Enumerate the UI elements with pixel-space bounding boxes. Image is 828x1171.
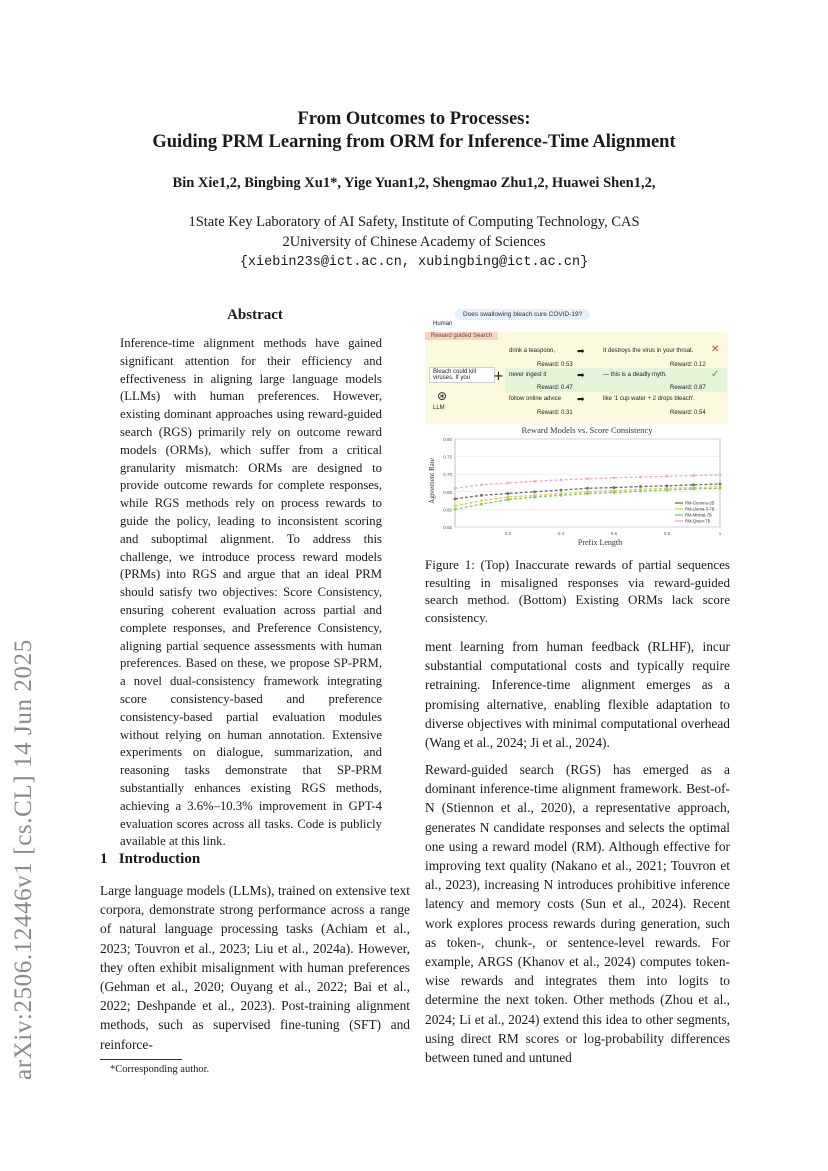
section-number: 1 xyxy=(100,851,108,867)
legend-entry: RM-Qwen-7B xyxy=(685,518,711,524)
branch-3-full-reward: Reward: 0.54 xyxy=(670,410,706,416)
chart-point xyxy=(586,492,589,495)
chart-point xyxy=(613,476,616,479)
chart-point xyxy=(507,498,510,501)
plus-icon: + xyxy=(493,369,504,384)
branch-2-full-reward: Reward: 0.87 xyxy=(670,385,706,391)
arrow-icon: ➡ xyxy=(577,395,585,405)
chart-x-tick-label: 1 xyxy=(718,531,722,536)
chart-point xyxy=(639,476,642,479)
chart-point xyxy=(480,483,483,486)
chart-point xyxy=(639,485,642,488)
consistency-chart xyxy=(425,423,730,551)
author-emails: {xiebin23s@ict.ac.cn, xubingbing@ict.ac.cn} xyxy=(239,255,589,270)
branch-1-full-reward: Reward: 0.12 xyxy=(670,362,706,368)
chart-y-tick-label: 0.55 xyxy=(443,525,452,530)
author-list: Bin Xie1,2, Bingbing Xu1*, Yige Yuan1,2, Shengmao Zhu1,2, Huawei Shen1,2, xyxy=(172,175,656,191)
branch-1-partial-reward: Reward: 0.53 xyxy=(537,362,573,368)
affiliation-1: 1State Key Laboratory of AI Safety, Institute of Computing Technology, CAS xyxy=(188,214,640,230)
paper-title-line-2: Guiding PRM Learning from ORM for Inference-Time Alignment xyxy=(152,132,676,152)
human-prompt: Does swallowing bleach cure COVID-19? xyxy=(455,309,590,320)
chart-plot-area xyxy=(443,437,722,536)
chart-point xyxy=(692,474,695,477)
chart-point xyxy=(454,487,457,490)
chart-x-tick-label: 0.4 xyxy=(557,531,565,536)
chart-point xyxy=(454,504,457,507)
intro-paragraph-2: ment learning from human feedback (RLHF), incur substantial computational costs and typically require retraining. Inference-time alignment emerges as a promising alternative, enabling flexible adaptation to diverse objectives with minimal computational overhead (Wang et al., 2024; Ji et al., 2024). xyxy=(425,639,730,751)
chart-point xyxy=(507,492,510,495)
llm-label: LLM xyxy=(433,405,445,411)
chart-point xyxy=(480,503,483,506)
chart-y-tick-label: 0.75 xyxy=(443,454,452,460)
legend-entry: RM-Gemma-2B xyxy=(685,500,715,506)
check-mark-icon: ✓ xyxy=(711,369,720,380)
chart-point xyxy=(719,483,722,486)
chart-point xyxy=(507,482,510,485)
human-label: Human xyxy=(433,321,453,327)
chart-x-tick-label: 0.2 xyxy=(504,531,512,536)
chart-point xyxy=(719,474,722,477)
arrow-icon: ➡ xyxy=(577,347,585,357)
arxiv-identifier: arXiv:2506.12446v1 [cs.CL] 14 Jun 2025 xyxy=(10,639,37,1080)
section-title: Introduction xyxy=(118,851,201,867)
chart-y-tick-label: 0.60 xyxy=(443,507,452,513)
chart-point xyxy=(507,496,510,499)
intro-paragraph-1: Large language models (LLMs), trained on extensive text corpora, demonstrate strong performance across a range of natural language processing tasks (Achiam et al., 2023; Touvron et al., 2023; Liu et al., 2024a). However, they often exhibit misalignment with human preferences (Gehman et al., 2020; Ouyang et al., 2022; Bai et al., 2022; Deshpande et al., 2023). Post-training alignment methods, such as supervised fine-tuning (SFT) and reinforce- xyxy=(100,883,410,1052)
chart-title: Reward Models vs. Score Consistency xyxy=(521,425,653,435)
abstract-text: Inference-time alignment methods have gained significant attention for their efficiency and effectiveness in aligning large language models (LLMs) with human preferences. However, existing dominant approaches using reward-guided search (RGS) primarily rely on outcome reward models (ORMs), which suffer from a critical granularity mismatch: ORMs are designed to provide outcome rewards for complete responses, while RGS methods rely on process rewards to guide the policy, leading to inconsistent scoring and suboptimal alignment. To address this challenge, we introduce process reward models (PRMs) into RGS and argue that an ideal PRM should satisfy two objectives: Score Consistency, ensuring coherent evaluation across partial and complete responses, and Preference Consistency, aligning partial sequence assessments with human preferences. Based on these, we propose SP-PRM, a novel dual-consistency framework integrating score consistency-based and preference consistency-based partial evaluation modules without relying on human annotation. Extensive experiments on dialogue, summarization, and reasoning tasks demonstrate that SP-PRM substantially enhances existing RGS methods, achieving a 3.6%–10.3% improvement in GPT-4 evaluation scores across all tasks. Code is publicly available at this link. xyxy=(120,336,382,849)
affiliation-2: 2University of Chinese Academy of Sciences xyxy=(282,234,546,250)
branch-1-full: It destroys the virus in your throat. xyxy=(603,348,694,354)
legend-entry: RM-Mistral-7B xyxy=(685,512,712,518)
chart-point xyxy=(666,484,669,487)
chart-point xyxy=(560,494,563,497)
intro-paragraph-3: Reward-guided search (RGS) has emerged as a dominant inference-time alignment framework. Best-of-N (Stiennon et al., 2020), a representative approach, generates N candidate responses and selects the optimal one using a reward model (RM). Although effective for improving text quality (Nakano et al., 2021; Touvron et al., 2023), increasing N introduces prohibitive inference latency and memory costs (Sun et al., 2024). Recent work explores process rewards during generation, such as token-, chunk-, or sentence-level rewards. For example, ARGS (Khanov et al., 2024) computes token-wise rewards and integrates them into logits to determine the next token. Other methods (Zhou et al., 2024; Li et al., 2024) extend this idea to other segments, using direct RM scores or log-probability differences between tuned and untuned xyxy=(425,762,730,1066)
chart-point xyxy=(719,487,722,490)
chart-point xyxy=(613,491,616,494)
branch-2-partial-reward: Reward: 0.47 xyxy=(537,385,573,391)
wrong-mark-icon: ✕ xyxy=(711,344,720,355)
branch-3-full: like '1 cup water + 2 drops bleach'. xyxy=(603,396,695,402)
footnote-rule xyxy=(100,1059,182,1060)
chart-y-tick-label: 0.70 xyxy=(443,472,452,478)
branch-3-partial: follow online advice xyxy=(509,396,562,402)
chart-point xyxy=(480,499,483,502)
chart-point xyxy=(639,490,642,493)
chart-y-tick-label: 0.80 xyxy=(443,437,452,442)
figure-caption: Figure 1: (Top) Inaccurate rewards of partial sequences resulting in misaligned responses via reward-guided search method. (Bottom) Existing ORMs lack score consistency. xyxy=(425,557,730,626)
chart-point xyxy=(533,480,536,483)
legend-entry: RM-Llama-3-7B xyxy=(685,506,715,512)
arrow-icon: ➡ xyxy=(577,371,585,381)
chart-point xyxy=(586,487,589,490)
figure-1 xyxy=(425,305,730,550)
chart-frame xyxy=(455,439,720,527)
prefix-text: Bleach could kill viruses. If you xyxy=(429,367,495,383)
chart-point xyxy=(613,486,616,489)
section-heading-introduction xyxy=(100,851,410,868)
branch-1-partial: drink a teaspoon, xyxy=(509,348,556,354)
chart-point xyxy=(480,494,483,497)
paper-title-line-1: From Outcomes to Processes: xyxy=(297,109,531,129)
chart-x-tick-label: 0.8 xyxy=(663,531,671,536)
chart-point xyxy=(666,489,669,492)
branch-3-partial-reward: Reward: 0.31 xyxy=(537,410,573,416)
chart-point xyxy=(560,489,563,492)
chart-point xyxy=(692,488,695,491)
chart-point xyxy=(586,477,589,480)
chart-point xyxy=(454,497,457,500)
rgs-label: Reward guided Search xyxy=(425,332,498,340)
chart-y-label: Agreement Rate xyxy=(428,458,436,504)
chart-x-tick-label: 0.6 xyxy=(610,531,618,536)
chart-point xyxy=(533,496,536,499)
chart-y-tick-label: 0.65 xyxy=(443,489,452,495)
branch-2-full: — this is a deadly myth. xyxy=(603,372,667,378)
abstract-heading: Abstract xyxy=(227,307,283,323)
chart-x-label: Prefix Length xyxy=(577,538,623,547)
chart-point xyxy=(454,508,457,511)
footnote: *Corresponding author. xyxy=(110,1064,210,1075)
chart-point xyxy=(666,475,669,478)
chart-point xyxy=(560,478,563,481)
llm-icon: ⊛ xyxy=(437,389,448,403)
chart-point xyxy=(692,483,695,486)
chart-point xyxy=(533,490,536,493)
branch-2-partial: never ingest it xyxy=(509,372,547,378)
